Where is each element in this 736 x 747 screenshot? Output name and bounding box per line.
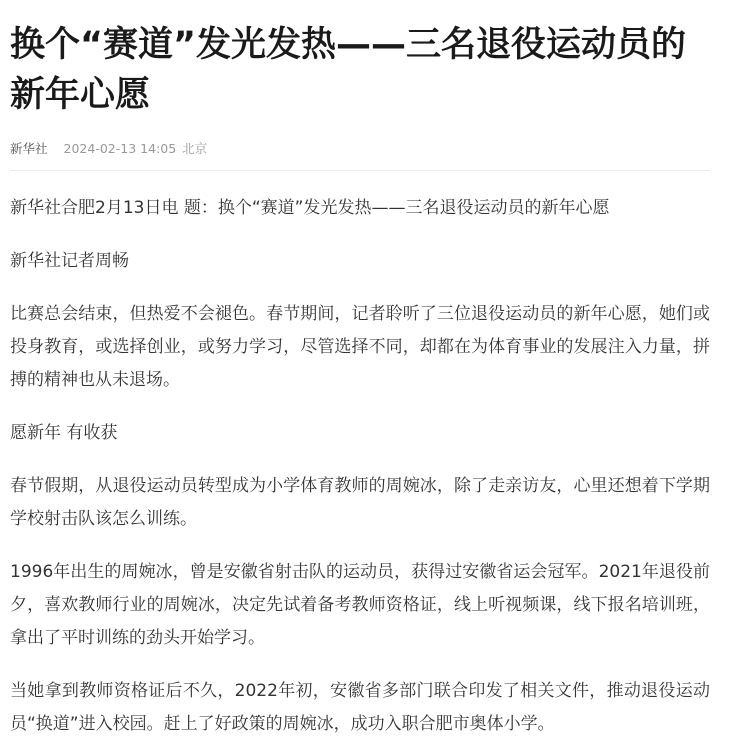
article-paragraph: 当她拿到教师资格证后不久，2022年初，安徽省多部门联合印发了相关文件，推动退役运动员“换道”进入校园。赶上了好政策的周婉冰，成功入职合肥市奥体小学。 [10, 681, 710, 734]
article-paragraph-lead: 比赛总会结束，但热爱不会褪色。春节期间，记者聆听了三位退役运动员的新年心愿，她们或投身教育，或选择创业，或努力学习，尽管选择不同，却都在为体育事业的发展注入力量，拼搏的精神也从未退场。 [10, 304, 710, 390]
article-publish-time: 2024-02-13 14:05 [63, 140, 177, 156]
article-paragraph: 春节假期，从退役运动员转型成为小学体育教师的周婉冰，除了走亲访友，心里还想着下学期学校射击队该怎么训练。 [10, 476, 710, 529]
article-location: 北京 [182, 141, 208, 156]
article-paragraph-dateline: 新华社合肥2月13日电 题：换个“赛道”发光发热——三名退役运动员的新年心愿 [10, 198, 610, 218]
article-meta [10, 136, 736, 160]
article-paragraph: 1996年出生的周婉冰，曾是安徽省射击队的运动员，获得过安徽省运会冠军。2021年退役前夕，喜欢教师行业的周婉冰，决定先试着备考教师资格证，线上听视频课，线下报名培训班，拿出了平时训练的劲头开始学习。 [10, 562, 710, 648]
article-section-heading: 愿新年 有收获 [10, 423, 118, 443]
article-source[interactable]: 新华社 [10, 141, 48, 156]
article-paragraph-byline: 新华社记者周畅 [10, 251, 129, 271]
meta-divider [10, 170, 710, 171]
article-title: 换个“赛道”发光发热——三名退役运动员的新年心愿 [10, 25, 687, 115]
article-body [10, 192, 710, 741]
